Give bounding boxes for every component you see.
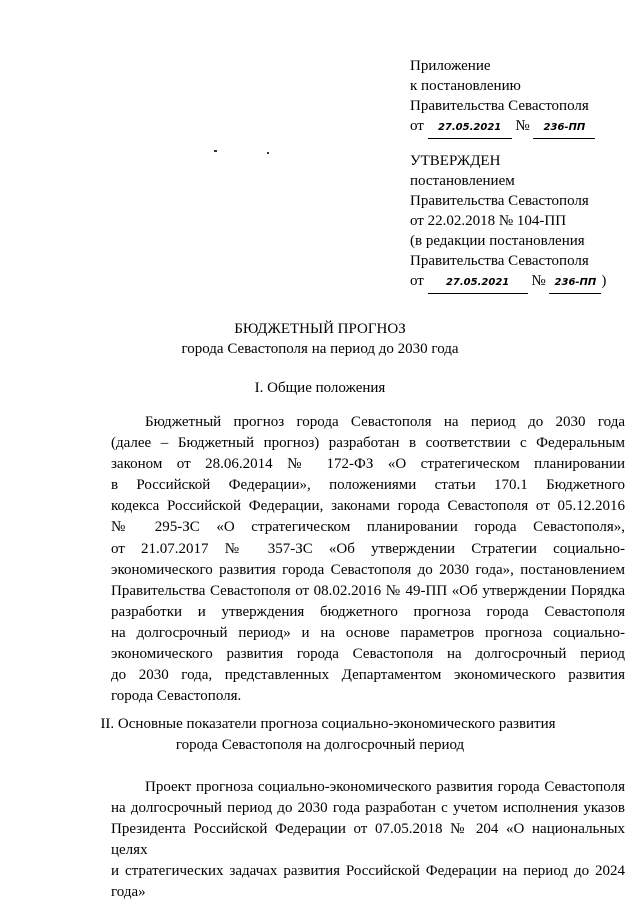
paragraph-line: города Севастополя. [111, 688, 242, 705]
appendix-title: Приложение [410, 58, 491, 74]
approved-line: Правительства Севастополя [410, 193, 589, 209]
paragraph-line: на долгосрочный период» и на основе параметров прогноза социально- [111, 624, 625, 641]
approved-line: от 22.02.2018 № 104-ПП [410, 213, 567, 229]
paragraph-line: Президента Российской Федерации от 07.05.2018 № 204 «О национальных целях [111, 821, 625, 859]
approved-line: Правительства Севастополя [410, 253, 589, 269]
paragraph-line: до 2030 года, представленных Департаментом экономического развития [111, 667, 625, 684]
paragraph-line: Правительства Севастополя от 08.02.2016 № 49-ПП «Об утверждении Порядка [111, 582, 625, 599]
paragraph-line: экономического развития города Севастополя до 2030 года», постановлением [111, 561, 625, 578]
handwritten-date: 27.05.2021 [428, 116, 512, 139]
paragraph-line: Проект прогноза социально-экономического развития города Севастополя [145, 779, 625, 795]
paragraph-line: Бюджетный прогноз города Севастополя на период до 2030 года [145, 414, 625, 430]
closing-paren: ) [601, 273, 607, 289]
paragraph-line: (далее – Бюджетный прогноз) разработан в соответствии с Федеральным [111, 435, 625, 452]
from-prefix: от [410, 118, 424, 134]
document-subtitle: города Севастополя на период до 2030 года [181, 341, 459, 357]
document-title: БЮДЖЕТНЫЙ ПРОГНОЗ [234, 321, 406, 337]
paragraph-line: законом от 28.06.2014 № 172-ФЗ «О стратегическом планировании [111, 456, 625, 473]
number-prefix: № [515, 118, 530, 134]
approved-title: УТВЕРЖДЕН [410, 153, 501, 169]
appendix-line: Правительства Севастополя [410, 98, 589, 114]
paragraph-line: кодекса Российской Федерации, законами города Севастополя от 05.12.2016 [111, 498, 625, 515]
scan-mark [267, 152, 269, 154]
approved-line: (в редакции постановления [410, 233, 585, 249]
handwritten-date: 27.05.2021 [428, 271, 528, 294]
paragraph-line: экономического развития города Севастополя на долгосрочный период [111, 646, 625, 663]
number-prefix: № [531, 273, 546, 289]
section-2-paragraph [111, 777, 625, 904]
paragraph-line: от 21.07.2017 № 357-ЗС «Об утверждении Стратегии социально- [111, 540, 625, 557]
paragraph-line: и стратегических задачах развития Российской Федерации на период до 2024 года» [111, 863, 625, 901]
from-prefix: от [410, 273, 424, 289]
section-1-paragraph [111, 412, 625, 707]
scan-mark [214, 150, 217, 152]
handwritten-number: 236-ПП [533, 116, 595, 139]
handwritten-number: 236-ПП [549, 271, 601, 294]
approved-date-line [410, 271, 606, 294]
appendix-line: к постановлению [410, 78, 521, 94]
paragraph-line: № 295-ЗС «О стратегическом планировании города Севастополя», [111, 519, 625, 536]
approved-line: постановлением [410, 173, 515, 189]
paragraph-line: на долгосрочный период до 2030 года разработан с учетом исполнения указов [111, 800, 625, 817]
paragraph-line: разработки и утверждения бюджетного прогноза города Севастополя [111, 603, 625, 620]
appendix-date-line [410, 116, 595, 139]
section-1-heading: I. Общие положения [254, 380, 386, 396]
section-2-heading: II. Основные показатели прогноза социально-экономического развития [100, 716, 556, 732]
paragraph-line: в Российской Федерации», положениями статьи 170.1 Бюджетного [111, 477, 625, 494]
section-2-heading-line-2: города Севастополя на долгосрочный период [175, 737, 465, 753]
